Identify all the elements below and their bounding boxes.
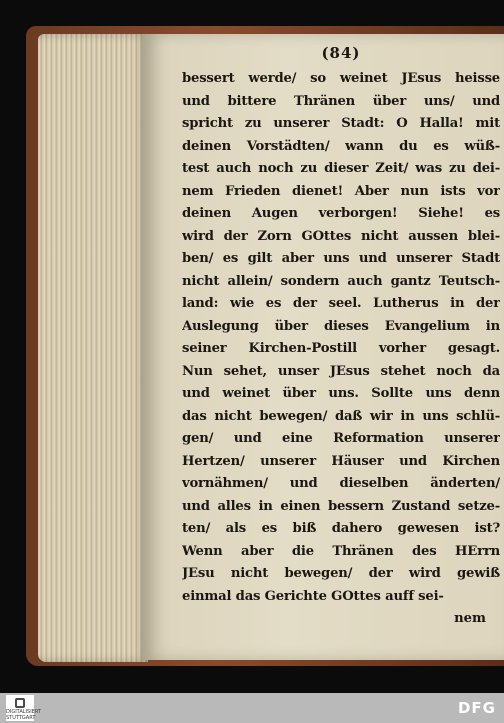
text-line: vornähmen/ und dieselben änderten/ <box>182 476 500 491</box>
text-line: und weinet über uns. Sollte uns denn <box>182 386 500 401</box>
text-line: deinen Vorstädten/ wann du es wüß- <box>182 138 500 154</box>
text-line: Nun sehet, unser JEsus stehet noch da <box>182 363 500 379</box>
text-line: land: wie es der seel. Lutherus in der <box>182 296 500 311</box>
text-lines <box>182 68 500 608</box>
page-number: (84) <box>321 44 361 62</box>
viewer-footer-bar <box>0 693 504 723</box>
text-line: und alles in einen bessern Zustand setze- <box>182 498 500 514</box>
text-line: und bittere Thränen über uns/ und <box>182 93 500 109</box>
text-line: gen/ und eine Reformation unserer <box>182 431 500 446</box>
text-line: Wenn aber die Thränen des HErrn <box>182 543 500 559</box>
page-text-block <box>182 44 500 631</box>
text-line: nicht allein/ sondern auch gantz Teutsch- <box>182 273 500 289</box>
text-line: JEsu nicht bewegen/ der wird gewiß <box>182 566 500 581</box>
text-line: test auch noch zu dieser Zeit/ was zu dei- <box>182 161 500 176</box>
text-line: Hertzen/ unserer Häuser und Kirchen <box>182 453 500 469</box>
text-line: bessert werde/ so weinet JEsus heisse <box>182 71 500 86</box>
text-line: seiner Kirchen-Postill vorher gesagt. <box>182 341 500 356</box>
digitization-logo: DIGITALISIERT STUTTGART <box>6 695 34 721</box>
text-line: deinen Augen verborgen! Siehe! es <box>182 206 500 221</box>
text-line: ben/ es gilt aber uns und unserer Stadt <box>182 251 500 266</box>
text-line: ten/ als es biß dahero gewesen ist? <box>182 521 500 536</box>
text-line: spricht zu unserer Stadt: O Halla! mit <box>182 116 500 131</box>
text-line: nem Frieden dienet! Aber nun ists vor <box>182 183 500 199</box>
catchword: nem <box>454 611 486 626</box>
text-line: wird der Zorn GOttes nicht aussen blei- <box>182 228 500 244</box>
text-line: Auslegung über dieses Evangelium in <box>182 318 500 334</box>
text-line: einmal das Gerichte GOttes auff sei- <box>182 588 444 604</box>
page-edges <box>38 34 148 662</box>
text-line: das nicht bewegen/ daß wir in uns schlü- <box>182 408 500 424</box>
book-page <box>142 34 504 660</box>
dfg-logo: DFG <box>457 699 496 717</box>
